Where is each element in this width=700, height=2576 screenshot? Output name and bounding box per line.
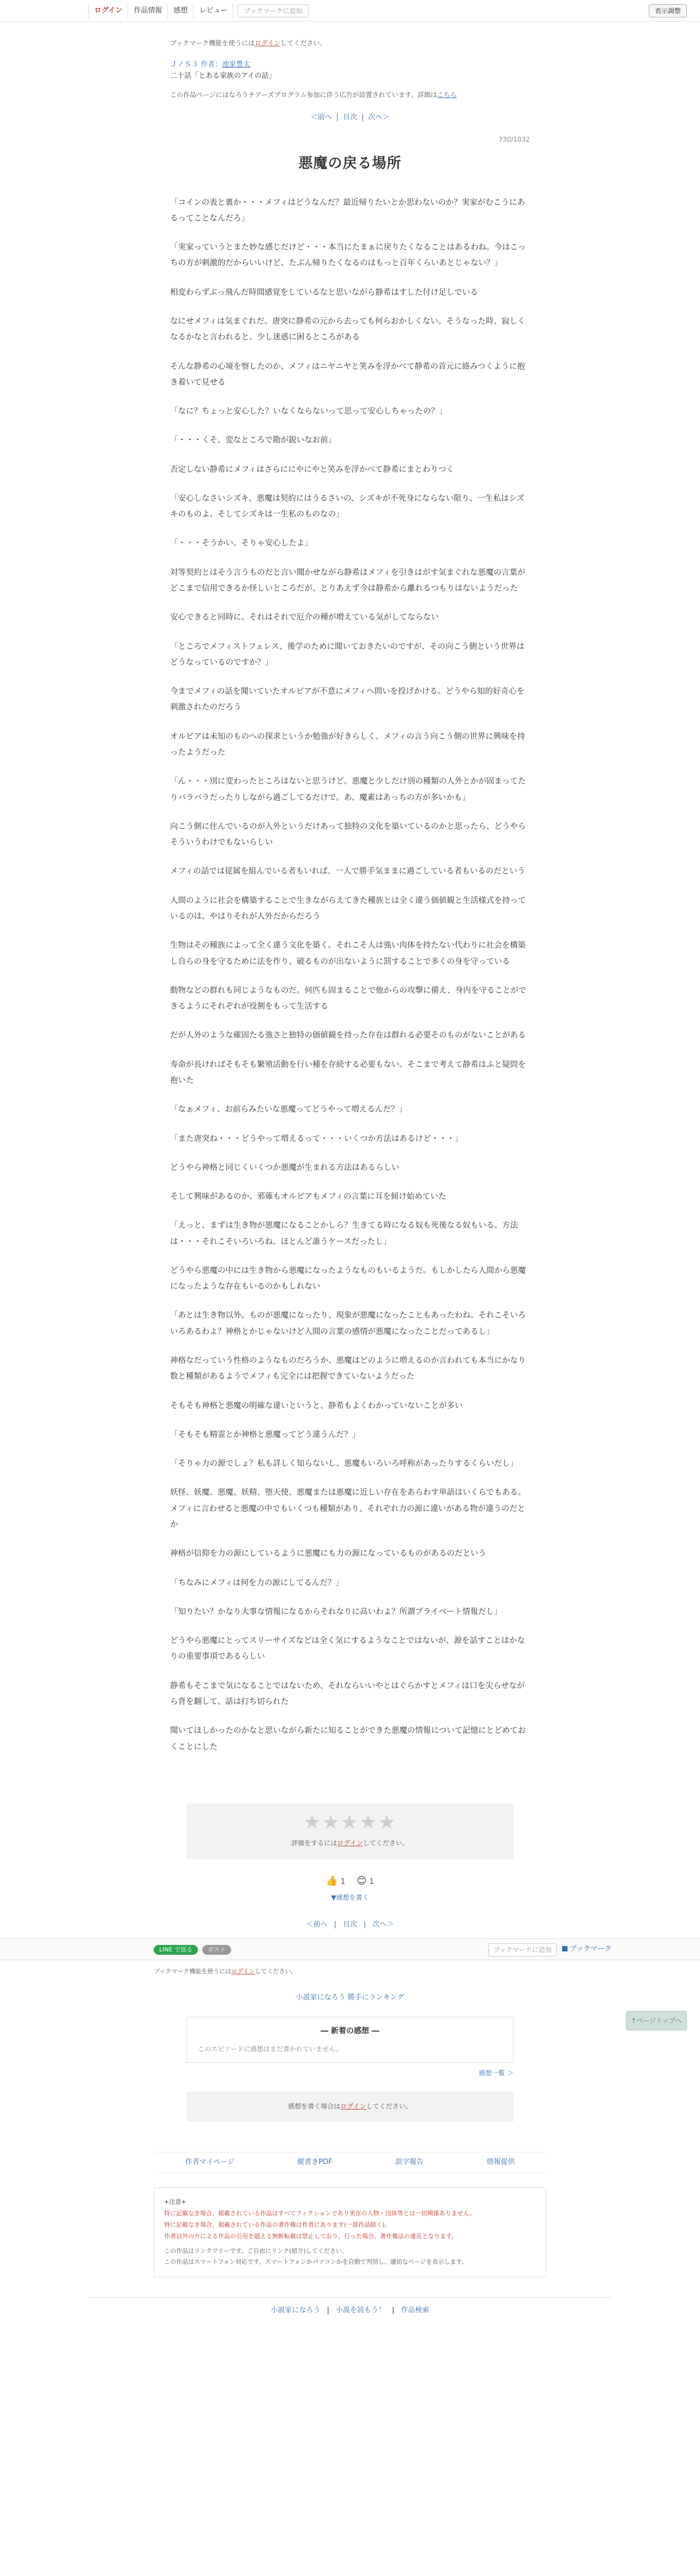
story-paragraph: なにせメフィは気まぐれだ。唐突に静希の元から去っても何らおかしくない。そうなった時、寂しくなるかなと言われると、少し迷惑に困るところがある: [170, 317, 526, 342]
series-info: [170, 59, 530, 82]
paragraph-gap: [170, 1665, 530, 1678]
paragraph-gap: [170, 1205, 530, 1218]
top-nav: [88, 3, 309, 19]
paragraph-gap: [170, 1385, 530, 1398]
paragraph-gap: [170, 1118, 530, 1131]
page-top-button[interactable]: ↑ページトップへ: [626, 2011, 687, 2031]
story-paragraph: 「なぁメフィ、お前らみたいな悪魔ってどうやって増えるんだ？」: [170, 1105, 407, 1114]
reaction-smile[interactable]: [357, 1874, 374, 1889]
story-paragraph: 否定しない静希にメフィはさらににやにやと笑みを浮かべて静希にまとわりつく: [170, 465, 454, 474]
story-paragraph: 人間のように社会を構築することで生きながらえてきた種族とは全く違う価値観と生活様式を持っているのは、やはりそれが人外だからだろう: [170, 896, 526, 921]
paragraph-gap: [170, 391, 530, 404]
footer-nav-search[interactable]: 作品検索: [401, 2306, 430, 2315]
notice-box: [154, 2187, 546, 2277]
author-link[interactable]: 池家豊太: [222, 60, 251, 69]
smile-icon: 😊: [357, 1875, 367, 1887]
story-paragraph: どうやら悪魔にとってスリーサイズなどは全く気にするようなことではないが、源を話すことはかなりの重要事項であるらしい: [170, 1636, 526, 1662]
bookmark-note-bottom-text: ブックマーク機能を使うには: [154, 1967, 232, 1975]
rating-note-suffix: してください。: [363, 1839, 409, 1847]
bookmark-link[interactable]: [562, 1944, 612, 1955]
footer-nav-syosetu[interactable]: 小説家になろう: [270, 2306, 321, 2315]
impressions-link[interactable]: 感想: [168, 3, 194, 19]
login-link[interactable]: ログイン: [88, 3, 128, 19]
reaction-thumbs-up[interactable]: [326, 1874, 346, 1889]
story-paragraph: 「えっと、まずは生き物が悪魔になることかしら？生きてる時になる奴も死後なる奴もいる。方法は・・・それこそいろいろね、ほとんど誰うケースだったし」: [170, 1221, 518, 1246]
paragraph-gap: [170, 1147, 530, 1160]
new-impressions-heading: ― 新着の感想 ―: [321, 2027, 379, 2036]
bookmark-note-bottom-login-link[interactable]: ログイン: [231, 1967, 255, 1975]
notice-line: この作品はスマートフォン対応です。スマートフォンかパソコンかを自動で判別し、適切なページを表示します。: [164, 2258, 468, 2266]
next-episode-link-bottom[interactable]: 次へ＞: [372, 1920, 394, 1929]
story-paragraph: 「・・・くそ、変なところで勘が鋭いなお前」: [170, 436, 336, 445]
rating-login-link[interactable]: ログイン: [337, 1839, 363, 1847]
bottom-toolbar: [0, 1938, 700, 1960]
story-paragraph: 安心できると同時に、それはそれで厄介の種が増えている気がしてならない: [170, 613, 439, 622]
story-paragraph: だが人外のような確固たる強さと独特の価値観を持った存在は群れる必要そのものがないことがある: [170, 1031, 526, 1040]
story-paragraph: 神格が信仰を力の源にしているように悪魔にも力の源になっているものがあるのだという: [170, 1549, 486, 1559]
paragraph-gap: [170, 346, 530, 359]
story-paragraph: 妖怪、妖魔、悪魔、妖精、堕天使、悪魔または悪魔に近しい存在をあらわす単語はいくらでもある。メフィに言わせると悪魔の中でもいくつも種類があり、それぞれ力の源に違いがある物が違うのだとか: [170, 1488, 526, 1530]
story-paragraph: 動物などの群れも同じようなものだ。何匹も固まることで他からの攻撃に備え、身内を守ることができるようにそれぞれが役割をもって生活する: [170, 986, 527, 1011]
story-paragraph: 向こう側に住んでいるのが人外というだけあって独特の文化を築いているのかと思ったら、どうやらそういうわけでもないらしい: [170, 822, 526, 847]
bookmark-area: [488, 1943, 612, 1956]
smile-count: 1: [369, 1877, 375, 1887]
comment-note-text: 感想を書く場合は: [288, 2102, 341, 2110]
toc-link[interactable]: 目次: [342, 113, 357, 122]
paragraph-gap: [170, 806, 530, 819]
story-paragraph: どうやら神格と同じくいくつか悪魔が生まれる方法はあるらしい: [170, 1163, 400, 1172]
notice-line: 作者以外の方による作品の引用を超える無断転載は禁止しており、行った場合、著作権法の違反となります。: [164, 2232, 458, 2240]
story-paragraph: 生物はその種族によって全く違う文化を築く。それこそ人は強い肉体を持たない代わりに社会を構築し自らの身を守るために法を作り、破るものが出ないように罰することで多くの身を守っている: [170, 941, 526, 966]
ad-notice-text: この作品ページにはなろうチアーズプログラム参加に伴う広告が設置されています。詳細は: [170, 90, 437, 99]
story-paragraph: 「あとは生き物以外。ものが悪魔になったり、現象が悪魔になったこともあったわね。それこそいろいろあるわよ？神格とかじゃないけど人間の言葉の感情が悪魔になったことだってあるし」: [170, 1311, 526, 1336]
paragraph-gap: [170, 420, 530, 433]
rating-stars[interactable]: ★★★★★: [303, 1811, 397, 1834]
typo-report-link[interactable]: 誤字報告: [395, 2158, 424, 2167]
paragraph-gap: [170, 1295, 530, 1308]
bookmark-note-bottom-suffix: してください。: [255, 1967, 297, 1975]
paragraph-gap: [170, 1443, 530, 1456]
story-paragraph: 「知りたい？かなり大事な情報になるからそれなりに高いわよ？所謂プライベート情報だし」: [170, 1607, 502, 1616]
rating-box: [186, 1803, 514, 1859]
paragraph-gap: [170, 761, 530, 774]
paragraph-gap: [170, 597, 530, 610]
write-impression-toggle[interactable]: ▼感想を書く: [331, 1893, 369, 1901]
bookmark-note: [170, 38, 530, 49]
paragraph-gap: [170, 1562, 530, 1575]
story-paragraph: オルビアは未知のものへの探求というか勉強が好きらしく、メフィの言う向こう側の世界に興味を持ったようだった: [170, 732, 526, 757]
reviews-link[interactable]: レビュー: [194, 3, 233, 19]
novel-info-link[interactable]: 作品情報: [128, 3, 168, 19]
paragraph-gap: [170, 552, 530, 565]
bookmark-note-suffix: してください。: [280, 39, 327, 47]
paragraph-gap: [170, 1710, 530, 1723]
story-paragraph: 聞いてほしかったのかなと思いながら新たに知ることができた悪魔の情報について記憶にとどめておくことにした: [170, 1726, 526, 1751]
share-x-button[interactable]: ポスト: [202, 1945, 231, 1955]
paragraph-gap: [170, 1015, 530, 1028]
paragraph-gap: [170, 1620, 530, 1633]
paragraph-gap: [170, 301, 530, 314]
paragraph-gap: [170, 1176, 530, 1189]
story-paragraph: 「そりゃ力の源でしょ？私も詳しく知らないし、悪魔もいろいろ呼称があったりするくらいだし」: [170, 1459, 518, 1469]
story-paragraph: そして興味があるのか、邪薙もオルビアもメフィの言葉に耳を傾け始めていた: [170, 1192, 446, 1202]
footer-nav-yomou[interactable]: 小説を読もう！: [335, 2306, 385, 2315]
footer-links: [154, 2152, 546, 2173]
prev-episode-link-bottom[interactable]: ＜前へ: [306, 1920, 328, 1929]
story-paragraph: 神格なだっていう性格のようなものだろうか、悪魔はどのように増えるのか言われても本当にかなり数と種類があるようでメフィも完全には把握できていないようだった: [170, 1356, 526, 1381]
rating-note-text: 評価をするには: [291, 1839, 337, 1847]
story-paragraph: そもそも神格と悪魔の明確な違いというと、静希もよくわかっていないことが多い: [170, 1401, 463, 1410]
paragraph-gap: [170, 1089, 530, 1102]
story-paragraph: どうやら悪魔の中には生き物から悪魔になったようなものもいるようだ。もしかしたら人間から悪魔になったような存在もいるのかもしれない: [170, 1266, 526, 1292]
info-report-link[interactable]: 情報提供: [486, 2158, 515, 2167]
next-episode-link[interactable]: 次へ＞: [368, 113, 390, 122]
story-paragraph: 「ちなみにメフィは何を力の源にしてるんだ？」: [170, 1578, 343, 1587]
paragraph-gap: [170, 716, 530, 729]
pager-separator: |: [364, 1920, 366, 1929]
story-paragraph: 「なに？ちょっと安心した？いなくならないって思って安心しちゃったの？」: [170, 407, 447, 416]
vertical-pdf-link[interactable]: 縦書きPDF: [297, 2158, 333, 2167]
pager-separator: |: [336, 113, 339, 122]
add-bookmark-button-disabled-bottom: ブックマークに追加: [488, 1943, 557, 1956]
share-line-button[interactable]: LINE で送る: [154, 1945, 198, 1955]
paragraph-gap: [170, 925, 530, 938]
comment-note-suffix: してください。: [366, 2102, 412, 2110]
paragraph-gap: [170, 1533, 530, 1546]
paragraph-gap: [170, 478, 530, 491]
series-link[interactable]: [170, 59, 530, 71]
new-impressions-box: [186, 2017, 514, 2063]
paragraph-gap: [170, 1591, 530, 1604]
paragraph-gap: [170, 851, 530, 864]
bookmark-link-label: ブックマーク: [569, 1945, 612, 1954]
paragraph-gap: [170, 1414, 530, 1427]
paragraph-gap: [170, 970, 530, 983]
comment-login-link[interactable]: ログイン: [340, 2102, 366, 2110]
ad-notice-link[interactable]: こちら: [437, 90, 457, 99]
paragraph-gap: [170, 1044, 530, 1057]
reactions: [0, 1874, 700, 1903]
episode-pager-bottom: [0, 1919, 700, 1931]
content-wrapper: [170, 38, 530, 1768]
story-paragraph: メフィの話では従属を組んでいる者もいれば、一人で勝手気ままに過ごしている者もいるのだという: [170, 867, 526, 876]
prev-episode-link[interactable]: ＜前へ: [310, 113, 332, 122]
series-name: ＪノＳ３ 作者：: [170, 60, 222, 69]
bookmark-note-text: ブックマーク機能を使うには: [170, 39, 255, 47]
ad-notice: [170, 90, 530, 100]
paragraph-gap: [170, 880, 530, 893]
story-paragraph: 対等契約とはそう言うものだと言い聞かせながら静希はメフィを引きはがす気まぐれな悪魔の言葉がどこまで信用できるか怪しいところだが、とりあえず今は静希から離れるつもりはないようだった: [170, 568, 526, 593]
story-paragraph: 「ん・・・別に変わったところはないと思うけど。悪魔と少しだけ別の種類の人外とかが固まってたりバラバラだったりしながら過ごしてるだけで。あ、魔素はあっちの方が多いかも」: [170, 777, 526, 802]
story-paragraph: 「ところでメフィストフェレス、後学のために聞いておきたいのですが、その向こう側という世界はどうなっているのですか？」: [170, 642, 525, 667]
display-settings-button[interactable]: 表示調整: [649, 4, 687, 17]
pager-separator: |: [334, 1920, 336, 1929]
impressions-list-label: 感想一覧 ＞: [479, 2069, 514, 2077]
notice-line: 特に記載なき場合、掲載されている作品の著作権は作者にあります(一部作品除く)。: [164, 2221, 391, 2228]
paragraph-gap: [170, 1472, 530, 1485]
story-paragraph: 相変わらずぶっ飛んだ時間感覚をしているなと思いながら静希はすした付け足しでいる: [170, 288, 478, 297]
chapter-group-title: 二十話「とある家族のアイの話」: [170, 71, 276, 80]
thumbs-up-icon: 👍: [325, 1875, 339, 1887]
rating-note: [186, 1838, 514, 1848]
add-bookmark-button-disabled: ブックマークに追加: [238, 4, 308, 17]
thumbs-up-count: 1: [340, 1877, 346, 1887]
bookmark-note-bottom: [154, 1967, 546, 1977]
pager-separator: |: [361, 113, 364, 122]
story-paragraph: 「・・・そうかい、そりゃ安心したよ」: [170, 539, 312, 548]
notice-line: 特に記載なき場合、掲載されている作品はすべてフィクションであり実在の人物・団体等とは一切関係ありません。: [164, 2209, 476, 2217]
story-paragraph: 「実家っていうとまた妙な感じだけど・・・本当にたまぁに戻りたくなることはあるわね。今はこっちの方が刺激的だからいいけど、たぶん帰りたくなるのはもっと百年くらいあとじゃない？」: [170, 243, 526, 268]
site-footer-nav: 小説家になろう | 小説を読もう！ | 作品検索: [88, 2297, 612, 2330]
paragraph-gap: [170, 1340, 530, 1353]
ranking-link[interactable]: 小説家になろう 勝手にランキング: [295, 1993, 405, 2002]
paragraph-gap: [170, 626, 530, 639]
episode-title: 悪魔の戻る場所: [298, 155, 402, 172]
bookmark-note-login-link[interactable]: ログイン: [255, 39, 281, 47]
bookmark-icon: [562, 1946, 568, 1951]
paragraph-gap: [170, 227, 530, 240]
top-bar: [0, 0, 700, 22]
paragraph-gap: [170, 671, 530, 684]
notice-heading: +注意+: [164, 2198, 186, 2205]
story-paragraph: 今までメフィの話を聞いていたオルビアが不意にメフィへ問いを投げかける。どうやら知的好奇心を刺激されたのだろう: [170, 687, 525, 712]
toc-link-bottom[interactable]: 目次: [342, 1920, 357, 1929]
paragraph-gap: [170, 1250, 530, 1263]
paragraph-gap: [170, 449, 530, 462]
paragraph-gap: [170, 523, 530, 536]
paragraph-gap: [170, 1755, 530, 1768]
story-paragraph: そんな静希の心境を察したのか、メフィはニヤニヤと笑みを浮かべて静希の首元に絡みつくように抱き着いて見せる: [170, 362, 526, 387]
story-paragraph: 静希もそこまで気になることではないため、それならいいやとはぐらかすとメフィは口を尖らせながら背を翻して、話は打ち切られた: [170, 1681, 525, 1706]
story-paragraph: 「そもそも精霊とか神格と悪魔ってどう違うんだ？」: [170, 1430, 360, 1439]
impressions-list-link[interactable]: [186, 2068, 514, 2078]
story-paragraph: 寿命が長ければそもそも繁殖活動を行い種を存続する必要もない。そこまで考えて静希はふと疑問を抱いた: [170, 1060, 526, 1085]
story-paragraph: 「コインの表と裏か・・・メフィはどうなんだ？最近帰りたいとか思わないのか？実家がむこうにあるってことなんだろ」: [170, 198, 525, 223]
episode-body: [170, 195, 530, 1768]
author-mypage-link[interactable]: 作者マイページ: [185, 2158, 235, 2167]
notice-line: この作品はリンクフリーです。ご自由にリンク(紹介)してください。: [164, 2247, 348, 2254]
story-paragraph: 「また唐突ね・・・どうやって増えるって・・・いくつか方法はあるけど・・・」: [170, 1134, 463, 1143]
write-impression-login-box: [186, 2092, 514, 2122]
episode-number: 730/1032: [498, 135, 530, 143]
paragraph-gap: [170, 272, 530, 285]
no-impressions-text: このエピソードに感想はまだ書かれていません。: [198, 2045, 342, 2053]
episode-pager-top: [170, 112, 530, 124]
footer-wrapper: [154, 1967, 546, 2004]
story-paragraph: 「安心しなさいシズキ、悪魔は契約にはうるさいの、シズキが不死身にならない限り、一生私はシズキのものよ、そしてシズキは一生私のものなの」: [170, 494, 525, 519]
